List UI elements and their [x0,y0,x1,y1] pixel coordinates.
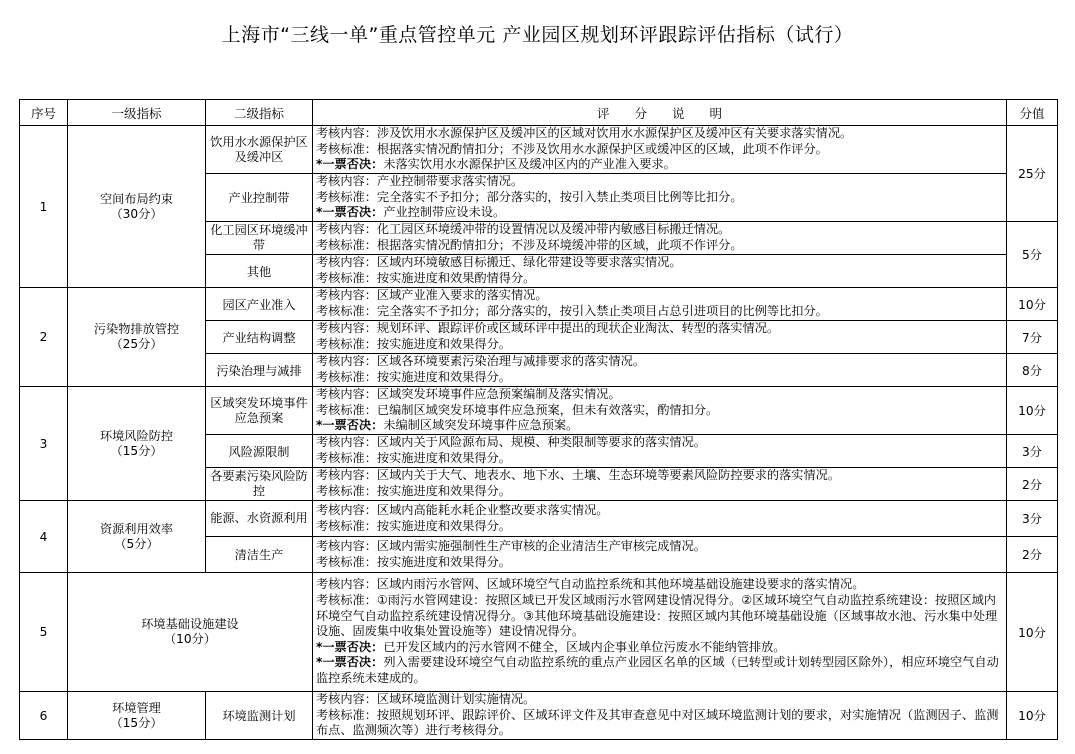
desc-cell: 考核内容：区域突发环境事件应急预案编制及落实情况。 考核标准：已编制区域突发环境事件应急预案，但未有效落实，酌情扣分。 *一票否决：未编制区域突发环境事件应急预案。 [313,387,1007,435]
desc-cell: 考核内容：区域内关于风险源布局、规模、种类限制等要求的落实情况。 考核标准：按实施进度和效果得分。 [313,435,1007,468]
desc-cell: 考核内容：区域内需实施强制性生产审核的企业清洁生产审核完成情况。 考核标准：按实施进度和效果得分。 [313,537,1007,573]
row-no: 5 [20,573,68,692]
level1-cell: 环境风险防控 （15分） [68,387,206,501]
table-row [20,126,1058,174]
level2-cell: 各要素污染风险防控 [206,468,313,501]
score-cell: 3分 [1007,501,1058,537]
header-score: 分值 [1007,100,1058,126]
level2-cell: 风险源限制 [206,435,313,468]
page-title: 上海市“三线一单”重点管控单元 产业园区规划环评跟踪评估指标（试行） [221,24,854,46]
desc-cell: 考核内容：涉及饮用水水源保护区及缓冲区的区域对饮用水水源保护区及缓冲区有关要求落实情况。 考核标准：根据落实情况酌情扣分；不涉及饮用水水源保护区或缓冲区的区域，此项不作评分。 *一票否决：未落实饮用水水源保护区及缓冲区内的产业准入要求。 [313,126,1007,174]
desc-cell: 考核内容：产业控制带要求落实情况。 考核标准：完全落实不予扣分；部分落实的，按引入禁止类项目比例等比扣分。 *一票否决：产业控制带应设未设。 [313,174,1007,222]
level2-cell: 其他 [206,255,313,288]
table-row [20,692,1058,740]
row-no: 4 [20,501,68,573]
level2-cell: 化工园区环境缓冲带 [206,222,313,255]
desc-cell: 考核内容：区域内高能耗水耗企业整改要求落实情况。 考核标准：按实施进度和效果得分。 [313,501,1007,537]
level2-cell: 产业结构调整 [206,321,313,354]
desc-cell: 考核内容：区域环境监测计划实施情况。 考核标准：按照规划环评、跟踪评价、区域环评文件及其审查意见中对区域环境监测计划的要求，对实施情况（监测因子、监测布点、监测频次等）进行考核得分。 [313,692,1007,740]
score-cell: 10分 [1007,387,1058,435]
header-no: 序号 [20,100,68,126]
level2-cell: 园区产业准入 [206,288,313,321]
desc-cell: 考核内容：区域各环境要素污染治理与减排要求的落实情况。 考核标准：按实施进度和效果得分。 [313,354,1007,387]
level1-cell: 环境管理 （15分） [68,692,206,740]
table-row [20,387,1058,435]
desc-cell: 考核内容：区域内环境敏感目标搬迁、绿化带建设等要求落实情况。 考核标准：按实施进度和效果酌情得分。 [313,255,1007,288]
score-cell: 25分 [1007,126,1058,222]
row-no: 3 [20,387,68,501]
level2-cell: 产业控制带 [206,174,313,222]
level2-cell: 区域突发环境事件应急预案 [206,387,313,435]
score-cell: 10分 [1007,288,1058,321]
level2-cell: 环境监测计划 [206,692,313,740]
level2-cell: 清洁生产 [206,537,313,573]
table-row [20,573,1058,692]
desc-cell: 考核内容：化工园区环境缓冲带的设置情况以及缓冲带内敏感目标搬迁情况。 考核标准：根据落实情况酌情扣分；不涉及环境缓冲带的区域，此项不作评分。 [313,222,1007,255]
header-desc: 评 分 说 明 [313,100,1007,126]
header-level2: 二级指标 [206,100,313,126]
header-level1: 一级指标 [68,100,206,126]
row-no: 2 [20,288,68,387]
table-row [20,288,1058,321]
score-cell: 10分 [1007,692,1058,740]
level1-cell: 环境基础设施建设 （10分） [68,573,313,692]
level2-cell: 能源、水资源利用 [206,501,313,537]
level2-cell: 饮用水水源保护区及缓冲区 [206,126,313,174]
score-cell: 7分 [1007,321,1058,354]
score-cell: 2分 [1007,468,1058,501]
level1-cell: 空间布局约束 （30分） [68,126,206,288]
indicator-table [19,99,1058,740]
level1-cell: 资源利用效率 （5分） [68,501,206,573]
score-cell: 3分 [1007,435,1058,468]
score-cell: 8分 [1007,354,1058,387]
desc-cell: 考核内容：规划环评、跟踪评价或区域环评中提出的现状企业淘汰、转型的落实情况。 考核标准：按实施进度和效果得分。 [313,321,1007,354]
table-row [20,501,1058,537]
table-header-row [20,100,1058,126]
desc-cell: 考核内容：区域内关于大气、地表水、地下水、土壤、生态环境等要素风险防控要求的落实情况。 考核标准：按实施进度和效果得分。 [313,468,1007,501]
row-no: 6 [20,692,68,740]
desc-cell: 考核内容：区域内雨污水管网、区域环境空气自动监控系统和其他环境基础设施建设要求的落实情况。 考核标准：①雨污水管网建设：按照区域已开发区域雨污水管网建设情况得分。②区域环境空气自动监控系统建设：按照区域内环境空气自动监控系统建设情况得分。③其他环境基础设施建设：按照区域内其他环境基础设施（区域事故水池、污水集中处理设施、固废集中收集处置设施等）建设情况得分。 *一票否决：已开发区域内的污水管网不健全，区域内企事业单位污废水不能纳管排放。 *一票否决：列入需要建设环境空气自动监控系统的重点产业园区名单的区域（已转型或计划转型园区除外），相应环境空气自动监控系统未建成的。 [313,573,1007,692]
row-no: 1 [20,126,68,288]
desc-cell: 考核内容：区域产业准入要求的落实情况。 考核标准：完全落实不予扣分；部分落实的，按引入禁止类项目占总引进项目的比例等比扣分。 [313,288,1007,321]
score-cell: 5分 [1007,222,1058,288]
level1-cell: 污染物排放管控 （25分） [68,288,206,387]
level2-cell: 污染治理与减排 [206,354,313,387]
score-cell: 2分 [1007,537,1058,573]
score-cell: 10分 [1007,573,1058,692]
